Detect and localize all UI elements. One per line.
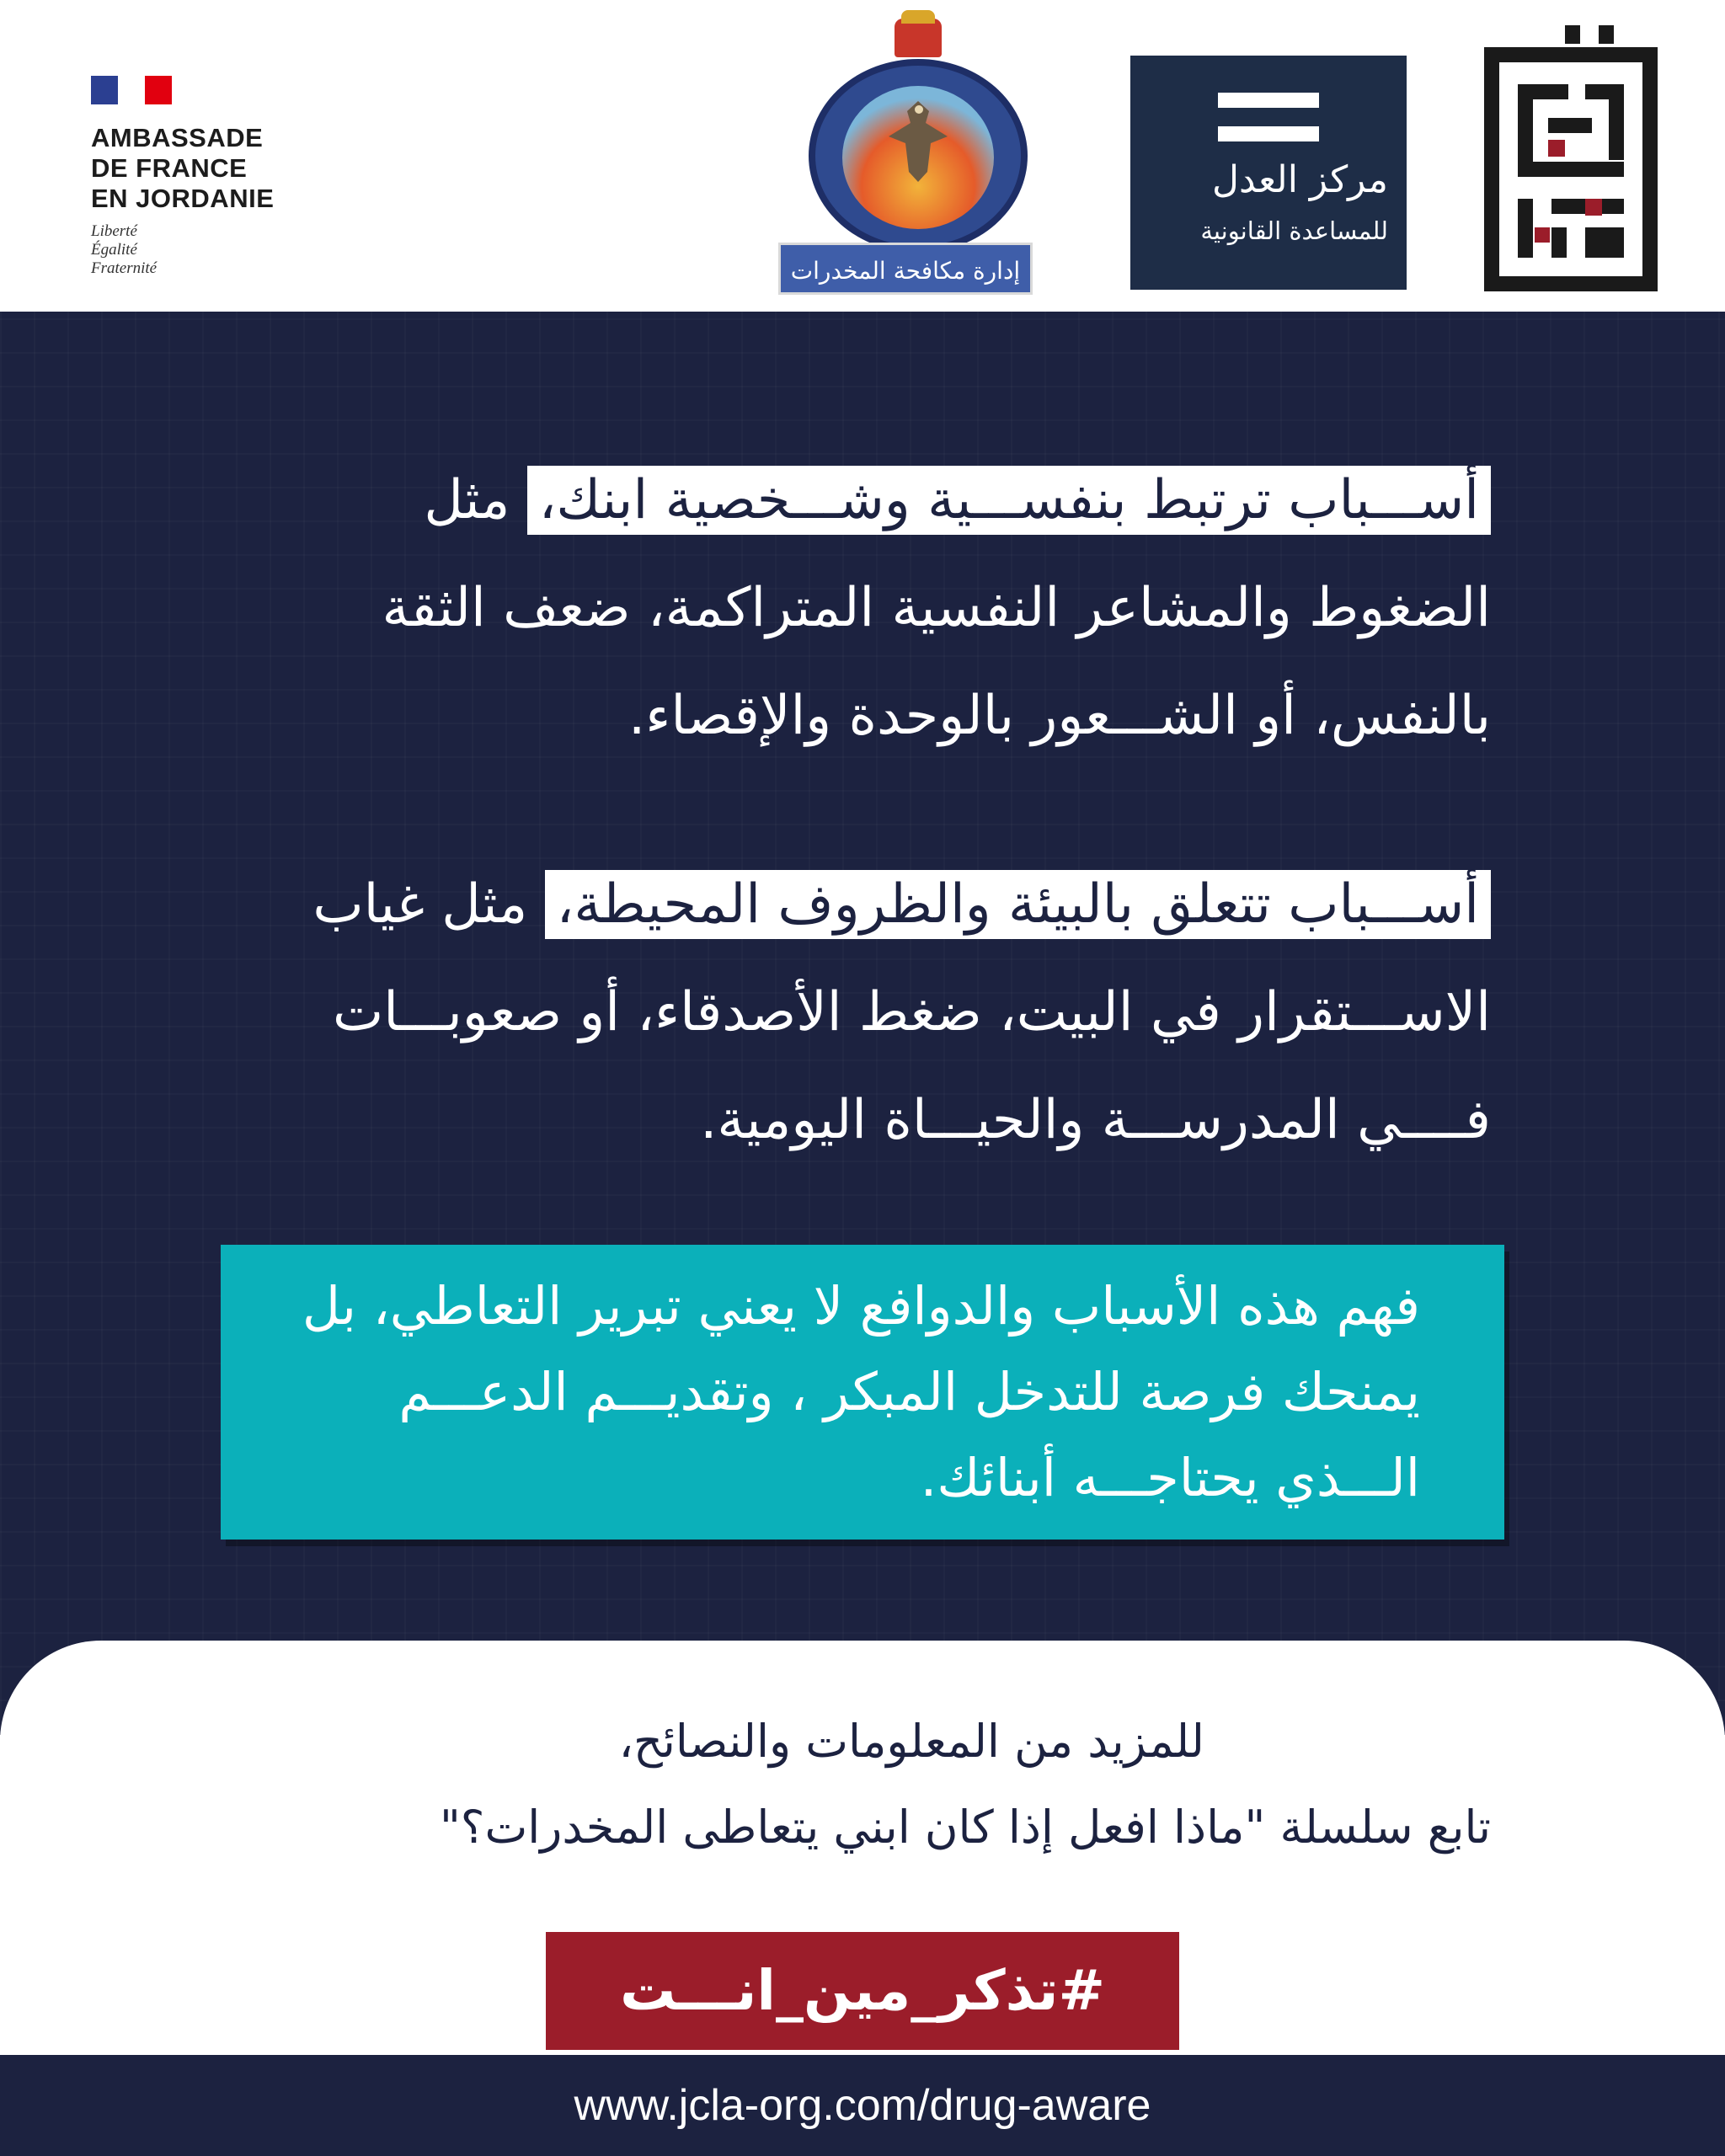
motto-liberte: Liberté [91, 222, 137, 240]
crown-icon [895, 19, 942, 57]
more-info-line-2: تابع سلسلة "ماذا افعل إذا كان ابني يتعاطى المخدرات؟" [439, 1801, 1491, 1854]
embassy-motto [91, 222, 310, 278]
anti-narcotics-emblem [783, 10, 1053, 296]
embassy-name [91, 123, 310, 214]
paragraph-personal-causes [227, 446, 1491, 770]
adl-center-subtitle: للمساعدة القانونية [1200, 216, 1388, 245]
header-logos-bar [0, 0, 1725, 312]
paragraph-environment-causes [227, 851, 1491, 1174]
adl-center-title: مركز العدل [1212, 158, 1388, 201]
callout-text: فهم هذه الأسباب والدوافع لا يعني تبرير التعاطي، بل يمنحك فرصة للتدخل المبكر ، وتقديـــم الدعـــم الـــذي يحتاجـــه أبنائك. [302, 1275, 1420, 1508]
motto-fraternite: Fraternité [91, 259, 158, 277]
equals-icon-bar-top [1218, 93, 1319, 108]
adl-center-logo [1130, 56, 1407, 290]
equals-icon-bar-bottom [1218, 126, 1319, 141]
anti-narcotics-ribbon: إدارة مكافحة المخدرات [778, 243, 1033, 295]
french-flag-icon [91, 76, 172, 104]
embassy-name-line-1: AMBASSADE [91, 123, 264, 152]
personal-causes-heading: أســـباب ترتبط بنفســـية وشـــخصية ابنك، [527, 466, 1491, 535]
personal-causes-text: مثل الضغوط والمشاعر النفسية المتراكمة، ضعف الثقة بالنفس، أو الشـــعور بالوحدة والإقصاء. [382, 469, 1491, 747]
campaign-hashtag: #تذكر_مين_انـــت [546, 1932, 1179, 2050]
callout-box [221, 1245, 1504, 1540]
environment-causes-text: مثل غياب الاســـتقرار في البيت، ضغط الأصدقاء، أو صعوبـــات فــــي المدرســـة والحيـــاة اليومية. [312, 873, 1491, 1151]
french-embassy-logo [91, 76, 310, 278]
campaign-kufic-logo [1484, 25, 1658, 291]
environment-causes-heading: أســـباب تتعلق بالبيئة والظروف المحيطة، [545, 870, 1491, 939]
main-content-panel [0, 312, 1725, 1735]
motto-egalite: Égalité [91, 241, 137, 259]
bottom-info-section [0, 1641, 1725, 2055]
falcon-icon [880, 94, 956, 187]
more-info-line-1: للمزيد من المعلومات والنصائح، [618, 1715, 1204, 1768]
website-url-link[interactable]: www.jcla-org.com/drug-aware [574, 2081, 1151, 2130]
footer-bar [0, 2055, 1725, 2156]
embassy-name-line-2: DE FRANCE [91, 153, 248, 183]
embassy-name-line-3: EN JORDANIE [91, 184, 275, 213]
